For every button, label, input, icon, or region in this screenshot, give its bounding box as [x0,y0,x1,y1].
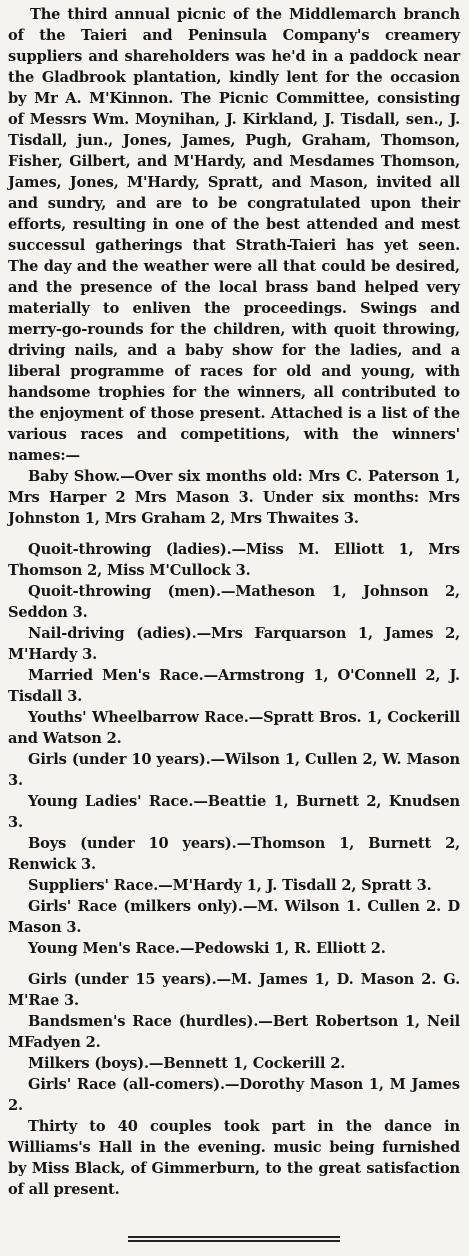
result-married-mens-race: Married Men's Race.—Armstrong 1, O'Connell 2, J. Tisdall 3. [8,667,460,705]
result-milkers-boys: Milkers (boys).—Bennett 1, Cockerill 2. [28,1055,346,1072]
result-baby-show: Baby Show.—Over six months old: Mrs C. Paterson 1, Mrs Harper 2 Mrs Mason 3. Under six months: Mrs Johnston 1, Mrs Graham 2, Mrs Thwaites 3. [8,468,460,527]
closing-paragraph: Thirty to 40 couples took part in the dance in Williams's Hall in the evening. music being furnished by Miss Black, of Gimmerburn, to the great satisfaction of all present. [8,1118,460,1198]
result-girls-under-15: Girls (under 15 years).—M. James 1, D. Mason 2. G. M'Rae 3. [8,971,460,1009]
result-quoit-men: Quoit-throwing (men).—Matheson 1, Johnson 2, Seddon 3. [8,583,460,621]
intro-paragraph: The third annual picnic of the Middlemarch branch of the Taieri and Peninsula Company's creamery suppliers and shareholders was he'd in a paddock near the Gladbrook plantation, kindly lent for the occasion by Mr A. M'Kinnon. The Picnic Committee, consisting of Messrs Wm. Moynihan, J. Kirkland, J. Tisdall, sen., J. Tisdall, jun., Jones, James, Pugh, Graham, Thomson, Fisher, Gilbert, and M'Hardy, and Mesdames Thomson, James, Jones, M'Hardy, Spratt, and Mason, invited all and sundry, and are to be congratulated upon their efforts, resulting in one of the best attended and mest successul gatherings that Strath-Taieri has yet seen. The day and the weather were all that could be desired, and the presence of the local brass band helped very materially to enliven the proceedings. Swings and merry-go-rounds for the children, with quoit throwing, driving nails, and a baby show for the ladies, and a liberal programme of races for old and young, with handsome trophies for the winners, all contributed to the enjoyment of those present. Attached is a list of the various races and competitions, with the winners' names:— [8,6,460,464]
result-nail-driving: Nail-driving (adies).—Mrs Farquarson 1, James 2, M'Hardy 3. [8,625,460,663]
result-girls-all-comers: Girls' Race (all-comers).—Dorothy Mason 1, M James 2. [8,1076,460,1114]
result-bandsmens-race: Bandsmen's Race (hurdles).—Bert Robertson 1, Neil MFadyen 2. [8,1013,460,1051]
result-quoit-ladies: Quoit-throwing (ladies).—Miss M. Elliott 1, Mrs Thomson 2, Miss M'Cullock 3. [8,541,460,579]
result-boys-under-10: Boys (under 10 years).—Thomson 1, Burnett 2, Renwick 3. [8,835,460,873]
result-suppliers-race: Suppliers' Race.—M'Hardy 1, J. Tisdall 2, Spratt 3. [28,877,432,894]
result-girls-milkers: Girls' Race (milkers only).—M. Wilson 1. Cullen 2. D Mason 3. [8,898,460,936]
result-young-ladies-race: Young Ladies' Race.—Beattie 1, Burnett 2, Knudsen 3. [8,793,460,831]
result-young-mens-race: Young Men's Race.—Pedowski 1, R. Elliott 2. [28,940,386,957]
end-of-article-divider [128,1236,340,1242]
result-girls-under-10: Girls (under 10 years).—Wilson 1, Cullen 2, W. Mason 3. [8,751,460,789]
result-wheelbarrow-race: Youths' Wheelbarrow Race.—Spratt Bros. 1, Cockerill and Watson 2. [8,709,460,747]
newspaper-article [8,4,460,1200]
